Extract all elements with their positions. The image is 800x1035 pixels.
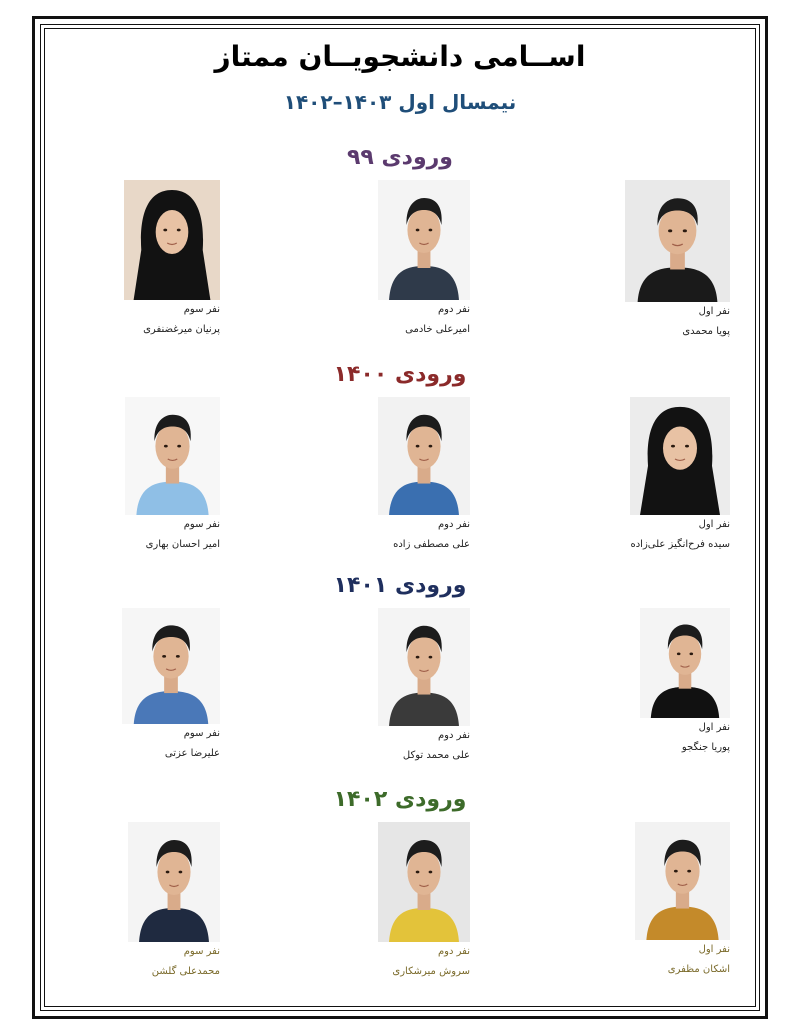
student-name: علیرضا عزتی [164, 748, 220, 759]
student-photo [378, 822, 470, 942]
student-name: علی محمد توکل [402, 750, 470, 761]
student-photo [635, 822, 730, 940]
student-photo [625, 180, 730, 302]
student-photo [124, 180, 220, 300]
student-rank: نفر اول [698, 722, 730, 733]
student-rank: نفر اول [698, 519, 730, 530]
student-photo [378, 608, 470, 726]
student-rank: نفر دوم [437, 519, 470, 530]
student-photo [630, 397, 730, 515]
student-rank: نفر سوم [183, 304, 220, 315]
student-name: علی مصطفی زاده [393, 539, 470, 550]
student-name: امیر احسان بهاری [145, 539, 220, 550]
student-rank: نفر سوم [183, 946, 220, 957]
student-name: اشکان مظفری [667, 964, 730, 975]
student-rank: نفر سوم [183, 519, 220, 530]
section-heading: ورودی ۱۴۰۲ [333, 787, 467, 812]
student-name: پوریا جنگجو [681, 742, 730, 753]
student-name: پویا محمدی [682, 326, 730, 337]
student-name: محمدعلی گلشن [151, 966, 220, 977]
student-rank: نفر سوم [183, 728, 220, 739]
student-photo [125, 397, 220, 515]
student-name: امیرعلی خادمی [405, 324, 470, 335]
page-title: اســامی دانشجویــان ممتاز [214, 40, 586, 73]
student-rank: نفر اول [698, 306, 730, 317]
page-subtitle: نیمسال اول ۱۴۰۳–۱۴۰۲ [283, 90, 517, 114]
student-rank: نفر دوم [437, 730, 470, 741]
student-name: سیده فرح‌انگیز علی‌زاده [630, 539, 730, 550]
section-heading: ورودی ۹۹ [347, 145, 453, 170]
section-heading: ورودی ۱۴۰۱ [333, 573, 467, 598]
student-photo [128, 822, 220, 942]
student-name: سروش میرشکاری [392, 966, 470, 977]
student-photo [640, 608, 730, 718]
student-name: پرنیان میرغضنفری [143, 324, 220, 335]
student-rank: نفر اول [698, 944, 730, 955]
student-photo [378, 180, 470, 300]
student-rank: نفر دوم [437, 304, 470, 315]
section-heading: ورودی ۱۴۰۰ [333, 362, 467, 387]
student-photo [378, 397, 470, 515]
student-rank: نفر دوم [437, 946, 470, 957]
student-photo [122, 608, 220, 724]
